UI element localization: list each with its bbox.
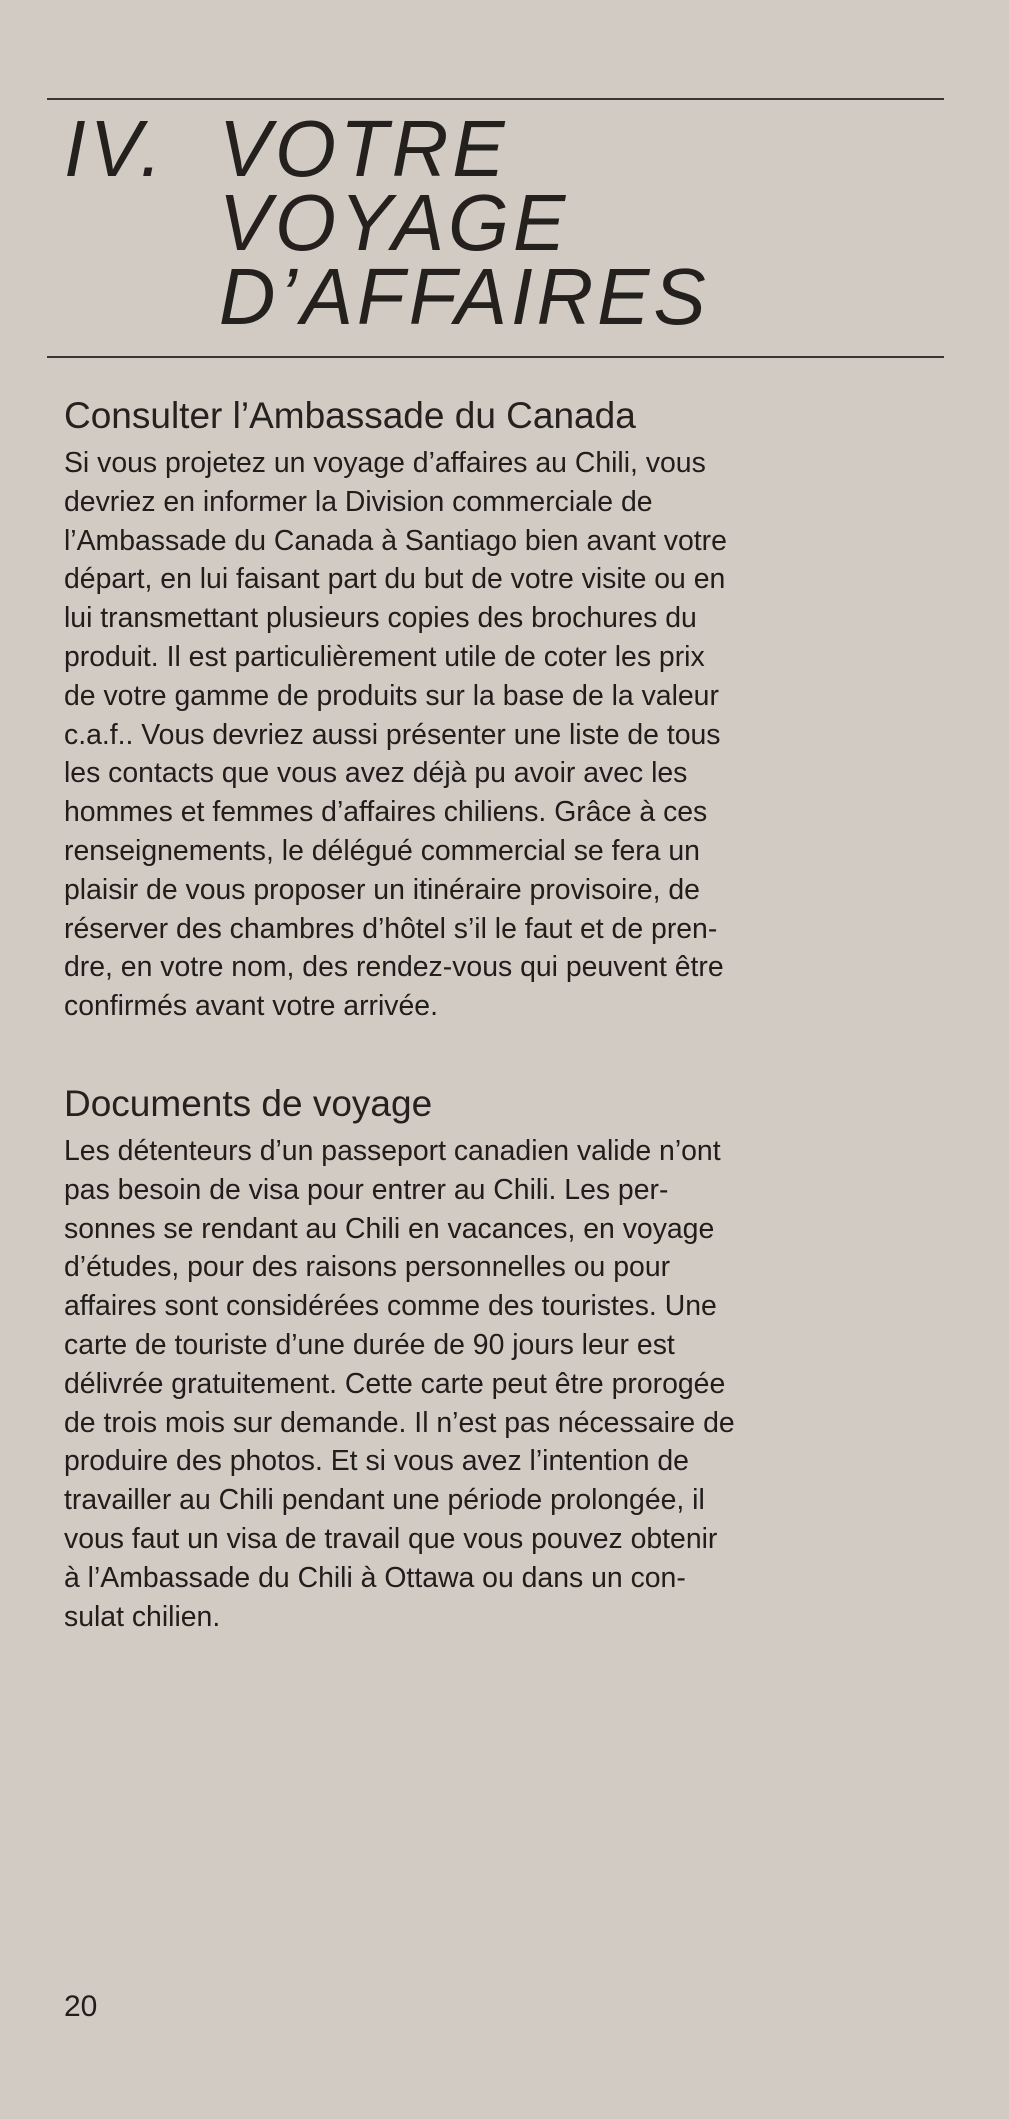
- page-number: 20: [64, 1990, 98, 2023]
- chapter-title-line-2: VOYAGE: [218, 178, 570, 267]
- chapter-title-line-3: D’AFFAIRES: [218, 252, 710, 341]
- section-heading: Documents de voyage: [64, 1083, 433, 1124]
- chapter-title-line-1: VOTRE: [218, 104, 509, 193]
- section-body: Si vous projetez un voyage d’affaires au Chili, vous devriez en informer la Division commerciale de l’Ambassade du Canada à Santiago bien avant votre départ, en lui faisant part du but de votre visite ou en lui transmettant plusieurs copies des brochures du produit. Il est particulièrement utile de coter les prix de votre gamme de produits sur la base de la valeur c.a.f.. Vous devriez aussi présenter une liste de tous les contacts que vous avez déjà pu avoir avec les hommes et femmes d’affaires chiliens. Grâce à ces renseignements, le délégué commercial se fera un plaisir de vous proposer un itinéraire provisoire, de réserver des chambres d’hôtel s’il le faut et de pren- dre, en votre nom, des rendez-vous qui peuvent être confirmés avant votre arrivée.: [64, 447, 727, 1023]
- chapter-title: [64, 104, 710, 341]
- section-documents-voyage: [64, 1082, 954, 1636]
- top-rule: [47, 98, 944, 100]
- chapter-number: IV.: [64, 104, 166, 193]
- bottom-rule: [47, 356, 944, 358]
- section-consulter-ambassade: [64, 394, 954, 1026]
- section-body: Les détenteurs d’un passeport canadien valide n’ont pas besoin de visa pour entrer au Chili. Les per- sonnes se rendant au Chili en vacances, en voyage d’études, pour des raisons personnelles ou pour affaires sont considérées comme des touristes. Une carte de touriste d’une durée de 90 jours leur est délivrée gratuitement. Cette carte peut être prorogée de trois mois sur demande. Il n’est pas nécessaire de produire des photos. Et si vous avez l’intention de travailler au Chili pendant une période prolongée, il vous faut un visa de travail que vous pouvez obtenir à l’Ambassade du Chili à Ottawa ou dans un con- sulat chilien.: [64, 1135, 735, 1633]
- section-heading: Consulter l’Ambassade du Canada: [64, 395, 636, 436]
